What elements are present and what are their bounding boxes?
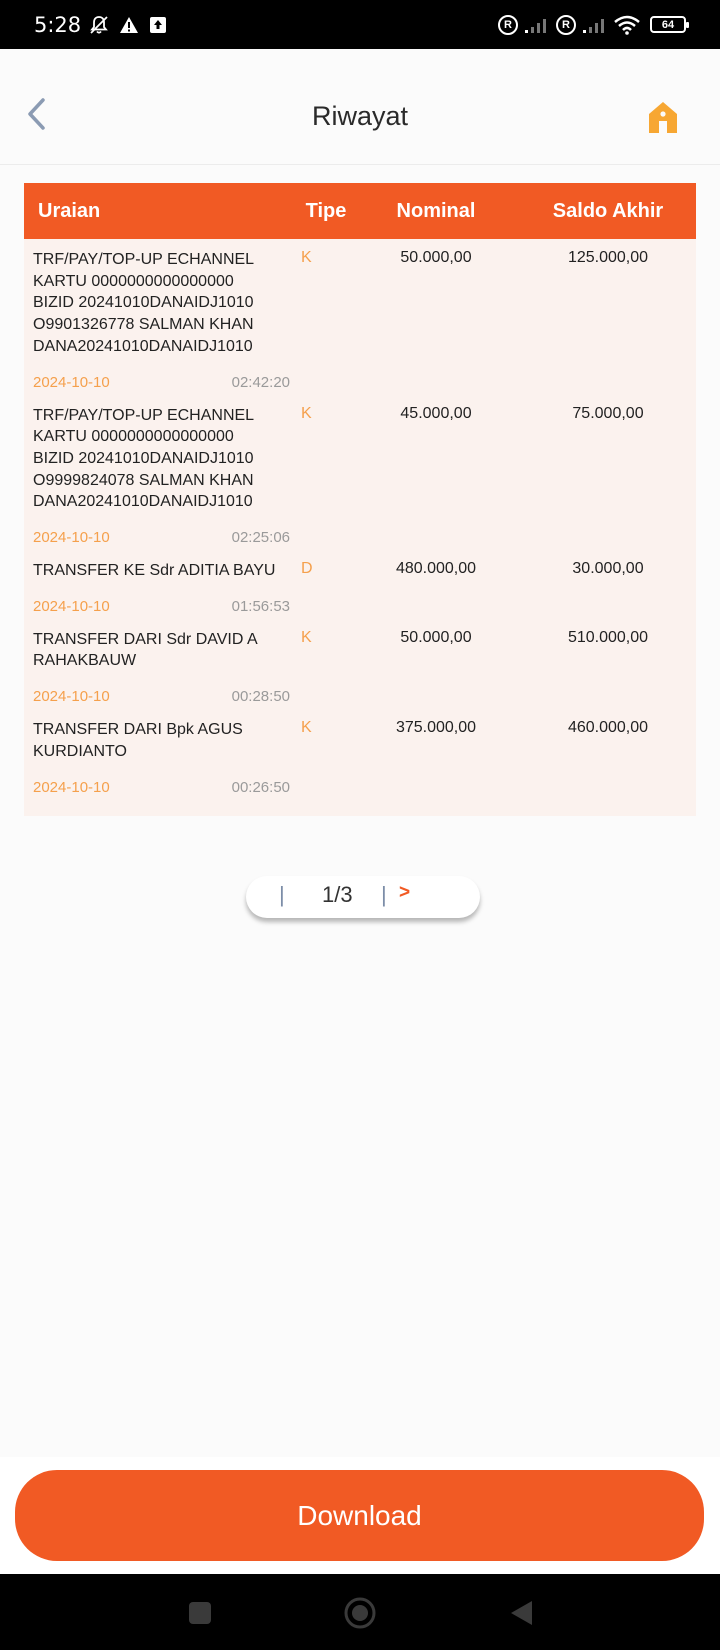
transaction-datetime (33, 529, 290, 546)
transaction-description (33, 629, 290, 672)
description-line: DANA20241010DANAIDJ1010 (33, 337, 253, 355)
transaction-date: 2024-10-10 (33, 529, 110, 547)
upload-icon (149, 16, 167, 34)
transaction-type: K (301, 249, 312, 266)
header (0, 49, 720, 165)
table-row (24, 719, 696, 809)
notifications-off-icon (89, 15, 109, 35)
cell-tipe (300, 629, 352, 705)
table-row (24, 405, 696, 561)
wifi-icon (614, 15, 640, 35)
cell-nominal: 45.000,00 (400, 404, 472, 422)
description-line: KARTU 0000000000000000 (33, 272, 234, 290)
triangle-back-icon (505, 1596, 539, 1630)
transaction-time: 00:26:50 (231, 778, 290, 796)
description-line: O9999824078 SALMAN KHAN (33, 471, 254, 489)
table-row (24, 249, 696, 405)
battery-icon: 64 (650, 16, 686, 33)
recent-apps-button[interactable] (183, 1596, 217, 1630)
pagination (246, 876, 480, 918)
cell-uraian (24, 560, 300, 615)
transaction-table (24, 183, 696, 816)
warning-icon (119, 16, 139, 34)
description-line: KURDIANTO (33, 742, 127, 760)
description-line: O9901326778 SALMAN KHAN (33, 316, 254, 334)
cell-saldo-akhir: 460.000,00 (567, 719, 649, 737)
transaction-datetime (33, 374, 290, 391)
cell-uraian (24, 405, 300, 547)
pagination-separator: | (279, 882, 285, 907)
transaction-time: 01:56:53 (231, 597, 290, 615)
page-indicator: 1/3 (322, 882, 353, 907)
description-line: TRF/PAY/TOP-UP ECHANNEL (33, 251, 255, 268)
transaction-description (33, 560, 290, 582)
transaction-datetime (33, 598, 290, 615)
transaction-time: 02:42:20 (231, 373, 290, 391)
transaction-type: K (301, 404, 312, 422)
signal-icon (524, 16, 550, 34)
roaming-icon-2: R (556, 15, 576, 35)
table-row (24, 560, 696, 629)
transaction-datetime (33, 779, 290, 796)
circle-icon (343, 1596, 377, 1630)
cell-saldo-akhir: 125.000,00 (567, 249, 649, 266)
cell-tipe (300, 249, 352, 391)
status-time: 5:28 (34, 12, 82, 37)
system-nav-bar (0, 1574, 720, 1650)
home-nav-button[interactable] (343, 1596, 377, 1630)
transaction-time: 00:28:50 (231, 688, 290, 706)
transaction-type: K (301, 719, 312, 737)
cell-tipe (300, 560, 352, 615)
cell-nominal: 480.000,00 (395, 560, 477, 578)
description-line: BIZID 20241010DANAIDJ1010 (33, 294, 254, 312)
transaction-datetime (33, 688, 290, 705)
cell-tipe (300, 719, 352, 795)
cell-saldo-akhir: 75.000,00 (572, 404, 644, 422)
page-title: Riwayat (311, 101, 409, 131)
status-bar (0, 0, 720, 49)
transaction-description (33, 719, 290, 762)
column-header-nominal: Nominal (396, 199, 476, 222)
description-line: TRANSFER KE Sdr ADITIA BAYU (33, 562, 276, 580)
transaction-date: 2024-10-10 (33, 597, 110, 615)
transaction-time: 02:25:06 (231, 529, 290, 547)
download-button[interactable]: Download (15, 1470, 704, 1561)
cell-uraian (24, 249, 300, 391)
cell-nominal: 375.000,00 (395, 719, 477, 737)
back-nav-button[interactable] (505, 1596, 539, 1630)
description-line: KARTU 0000000000000000 (33, 428, 234, 446)
cell-saldo-akhir: 30.000,00 (572, 560, 644, 578)
bottom-bar (0, 1457, 720, 1574)
transaction-type: D (301, 560, 313, 578)
transaction-date: 2024-10-10 (33, 688, 110, 706)
column-header-tipe: Tipe (305, 199, 347, 222)
roaming-icon: R (498, 15, 518, 35)
description-line: TRF/PAY/TOP-UP ECHANNEL (33, 406, 255, 424)
transaction-description (33, 405, 290, 514)
transaction-description (33, 249, 290, 358)
cell-uraian (24, 719, 300, 795)
pagination-separator: | (381, 882, 387, 907)
signal-icon-2 (582, 16, 608, 34)
table-row (24, 629, 696, 719)
description-line: TRANSFER DARI Sdr DAVID A (33, 630, 258, 648)
cell-nominal: 50.000,00 (400, 249, 472, 266)
next-page-button[interactable]: > (399, 882, 411, 903)
description-line: RAHAKBAUW (33, 652, 137, 670)
home-button[interactable] (646, 100, 680, 134)
column-header-uraian: Uraian (38, 199, 101, 222)
cell-uraian (24, 629, 300, 705)
transaction-type: K (301, 628, 312, 646)
square-icon (183, 1596, 217, 1630)
transaction-date: 2024-10-10 (33, 778, 110, 796)
table-body (24, 239, 696, 816)
cell-saldo-akhir: 510.000,00 (567, 628, 649, 646)
transaction-date: 2024-10-10 (33, 373, 110, 391)
column-header-saldo-akhir: Saldo Akhir (552, 199, 664, 222)
description-line: TRANSFER DARI Bpk AGUS (33, 721, 243, 739)
cell-tipe (300, 405, 352, 547)
description-line: BIZID 20241010DANAIDJ1010 (33, 449, 254, 467)
home-icon (646, 100, 680, 134)
description-line: DANA20241010DANAIDJ1010 (33, 493, 253, 511)
table-header (24, 183, 696, 239)
cell-nominal: 50.000,00 (400, 628, 472, 646)
